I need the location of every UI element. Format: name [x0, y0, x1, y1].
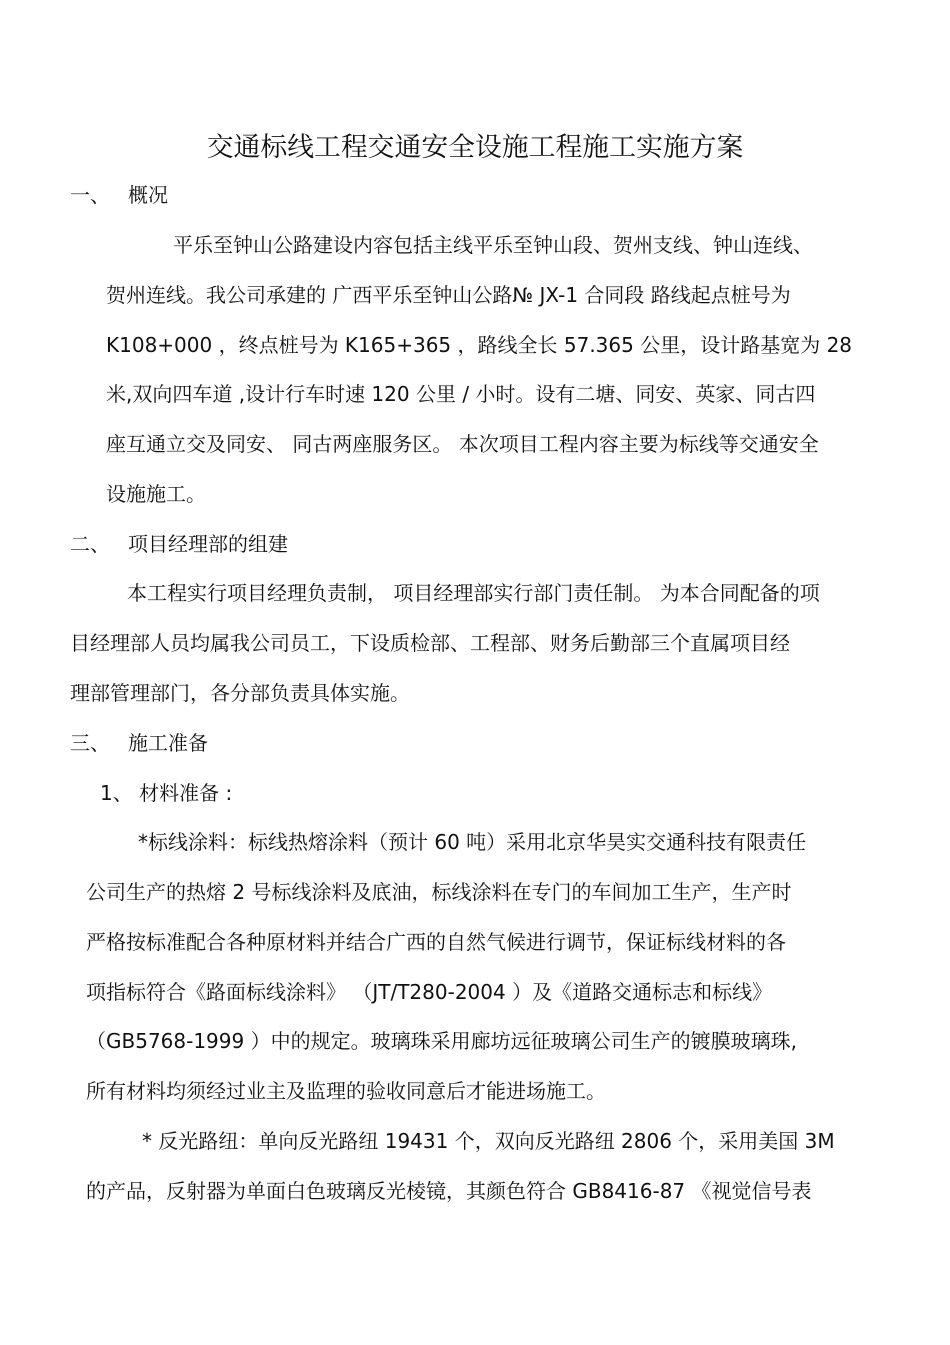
section-heading-overview — [70, 180, 168, 210]
paragraph-line: 理部管理部门，各分部负责具体实施。 — [70, 681, 410, 705]
section-title: 施工准备 — [128, 731, 208, 755]
paragraph-line: 平乐至钟山公路建设内容包括主线平乐至钟山段、贺州支线、钟山连线、 — [173, 233, 813, 257]
paragraph-line: 米,双向四车道 ,设计行车时速 120 公里 / 小时。设有二塘、同安、英家、同古四 — [106, 382, 816, 406]
document-title: 交通标线工程交通安全设施工程施工实施方案 — [206, 132, 744, 163]
paragraph-line: 所有材料均须经过业主及监理的验收同意后才能进场施工。 — [86, 1079, 606, 1103]
paragraph-line: （GB5768-1999 ）中的规定。玻璃珠采用廊坊远征玻璃公司生产的镀膜玻璃珠, — [86, 1029, 797, 1053]
paragraph-line: 座互通立交及同安、 同古两座服务区。 本次项目工程内容主要为标线等交通安全 — [106, 432, 819, 456]
paragraph-line: *标线涂料：标线热熔涂料（预计 60 吨）采用北京华昊实交通科技有限责任 — [138, 830, 807, 854]
paragraph-line: 目经理部人员均属我公司员工，下设质检部、工程部、财务后勤部三个直属项目经 — [70, 631, 790, 655]
paragraph-line: 的产品，反射器为单面白色玻璃反光棱镜，其颜色符合 GB8416-87 《视觉信号表 — [86, 1179, 812, 1203]
paragraph-line: * 反光路纽：单向反光路纽 19431 个，双向反光路纽 2806 个，采用美国 3M — [142, 1129, 835, 1153]
section-heading-construction-prep — [70, 728, 208, 758]
section-number: 三、 — [70, 731, 110, 755]
paragraph-line: 本工程实行项目经理负责制， 项目经理部实行部门责任制。 为本合同配备的项 — [127, 581, 820, 605]
paragraph-line: 公司生产的热熔 2 号标线涂料及底油，标线涂料在专门的车间加工生产，生产时 — [86, 880, 792, 904]
subsection-label: 1、 材料准备 : — [100, 781, 233, 805]
paragraph-line: 贺州连线。我公司承建的 广西平乐至钟山公路№ JX-1 合同段 路线起点桩号为 — [106, 283, 791, 307]
section-title: 概况 — [128, 183, 168, 207]
paragraph-line: 严格按标准配合各种原材料并结合广西的自然气候进行调节，保证标线材料的各 — [86, 930, 786, 954]
section-title: 项目经理部的组建 — [128, 532, 288, 556]
paragraph-line: 设施施工。 — [106, 482, 206, 506]
section-number: 二、 — [70, 532, 110, 556]
section-number: 一、 — [70, 183, 110, 207]
section-heading-project-management — [70, 529, 288, 559]
paragraph-line: 项指标符合《路面标线涂料》 （JT/T280-2004 ）及《道路交通标志和标线》 — [86, 980, 773, 1004]
paragraph-line: K108+000 ，终点桩号为 K165+365 ，路线全长 57.365 公里，设计路基宽为 28 — [106, 333, 853, 357]
